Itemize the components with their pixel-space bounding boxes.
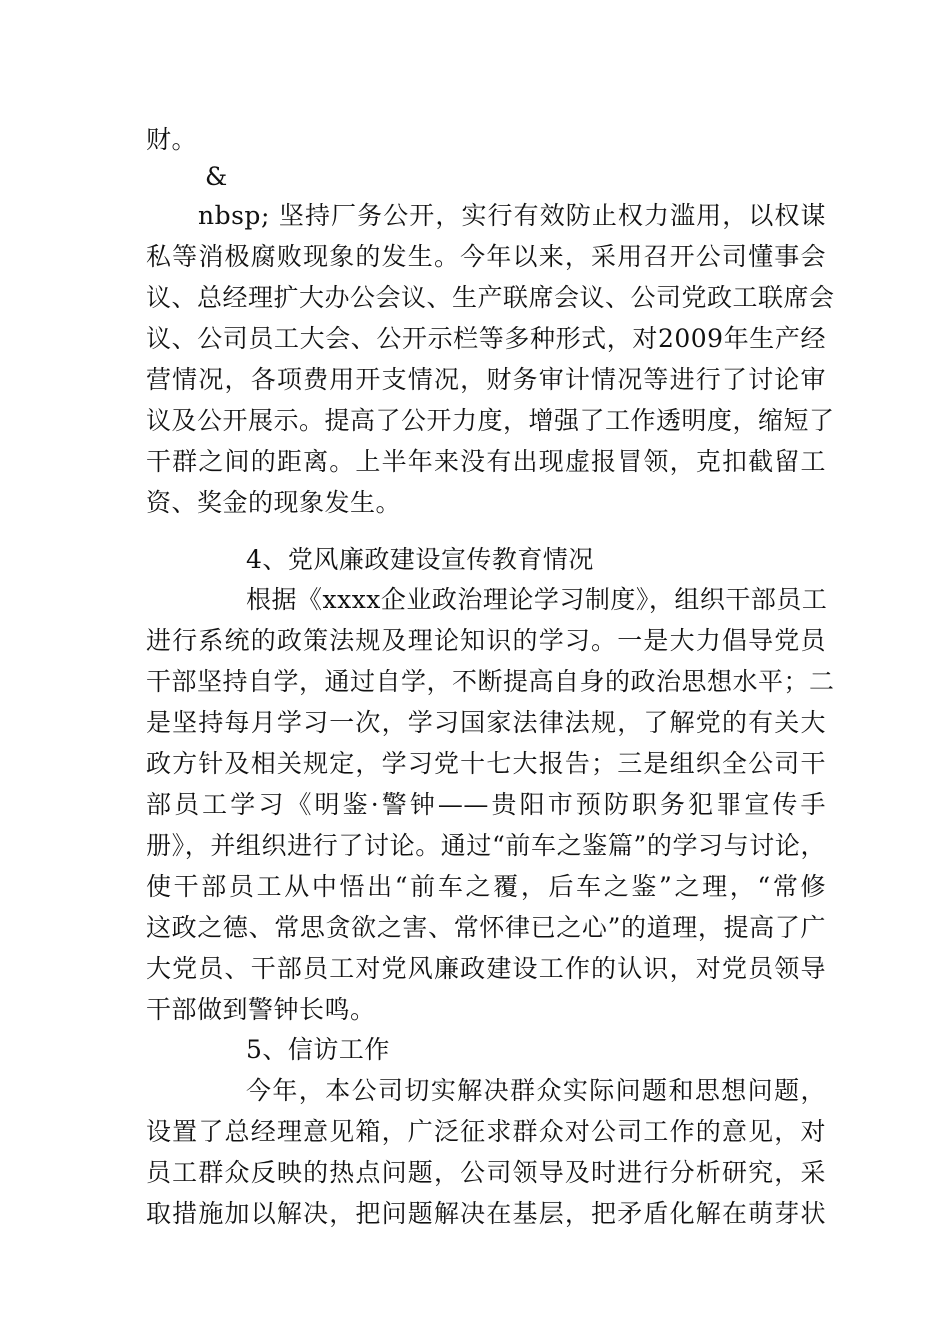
text-line: 干部坚持自学，通过自学，不断提高自身的政治思想水平；二 — [146, 667, 835, 696]
text-line: 营情况，各项费用开支情况，财务审计情况等进行了讨论审 — [146, 365, 826, 394]
section-heading: 4、党风廉政建设宣传教育情况 — [246, 545, 594, 574]
text-line: nbsp; 坚持厂务公开，实行有效防止权力滥用，以权谋 — [198, 201, 826, 230]
section-heading: 5、信访工作 — [246, 1035, 390, 1064]
text-line: 部员工学习《明鉴·警钟——贵阳市预防职务犯罪宣传手 — [146, 790, 826, 819]
text-line: 议及公开展示。提高了公开力度，增强了工作透明度，缩短了 — [146, 406, 835, 435]
text-line: 取措施加以解决，把问题解决在基层，把矛盾化解在萌芽状 — [146, 1199, 826, 1228]
text-line: 资、奖金的现象发生。 — [146, 488, 402, 517]
text-line: 议、公司员工大会、公开示栏等多种形式，对2009年生产经 — [146, 324, 826, 353]
text-line: 员工群众反映的热点问题，公司领导及时进行分析研究，采 — [146, 1158, 826, 1187]
text-line: 私等消极腐败现象的发生。今年以来，采用召开公司懂事会 — [146, 242, 826, 271]
text-line: 干群之间的距离。上半年来没有出现虚报冒领，克扣截留工 — [146, 447, 826, 476]
text-line: 这政之德、常思贪欲之害、常怀律已之心”的道理，提高了广 — [146, 913, 826, 942]
text-line: 根据《xxxx企业政治理论学习制度》，组织干部员工 — [246, 585, 828, 614]
text-line: 设置了总经理意见箱，广泛征求群众对公司工作的意见，对 — [146, 1117, 826, 1146]
text-line: 进行系统的政策法规及理论知识的学习。一是大力倡导党员 — [146, 626, 826, 655]
text-line: 议、总经理扩大办公会议、生产联席会议、公司党政工联席会 — [146, 283, 835, 312]
text-line: 财。 — [146, 125, 198, 154]
text-line: 大党员、干部员工对党风廉政建设工作的认识，对党员领导 — [146, 954, 826, 983]
text-line: 政方针及相关规定，学习党十七大报告；三是组织全公司干 — [146, 749, 826, 778]
text-line: 是坚持每月学习一次，学习国家法律法规，了解党的有关大 — [146, 708, 826, 737]
text-line: 使干部员工从中悟出“前车之覆，后车之鉴”之理，“常修 — [146, 872, 826, 901]
text-line: 干部做到警钟长鸣。 — [146, 995, 376, 1024]
text-line: & — [205, 162, 228, 191]
text-line: 册》，并组织进行了讨论。通过“前车之鉴篇”的学习与讨论， — [146, 831, 826, 860]
text-line: 今年，本公司切实解决群众实际问题和思想问题， — [246, 1076, 826, 1105]
